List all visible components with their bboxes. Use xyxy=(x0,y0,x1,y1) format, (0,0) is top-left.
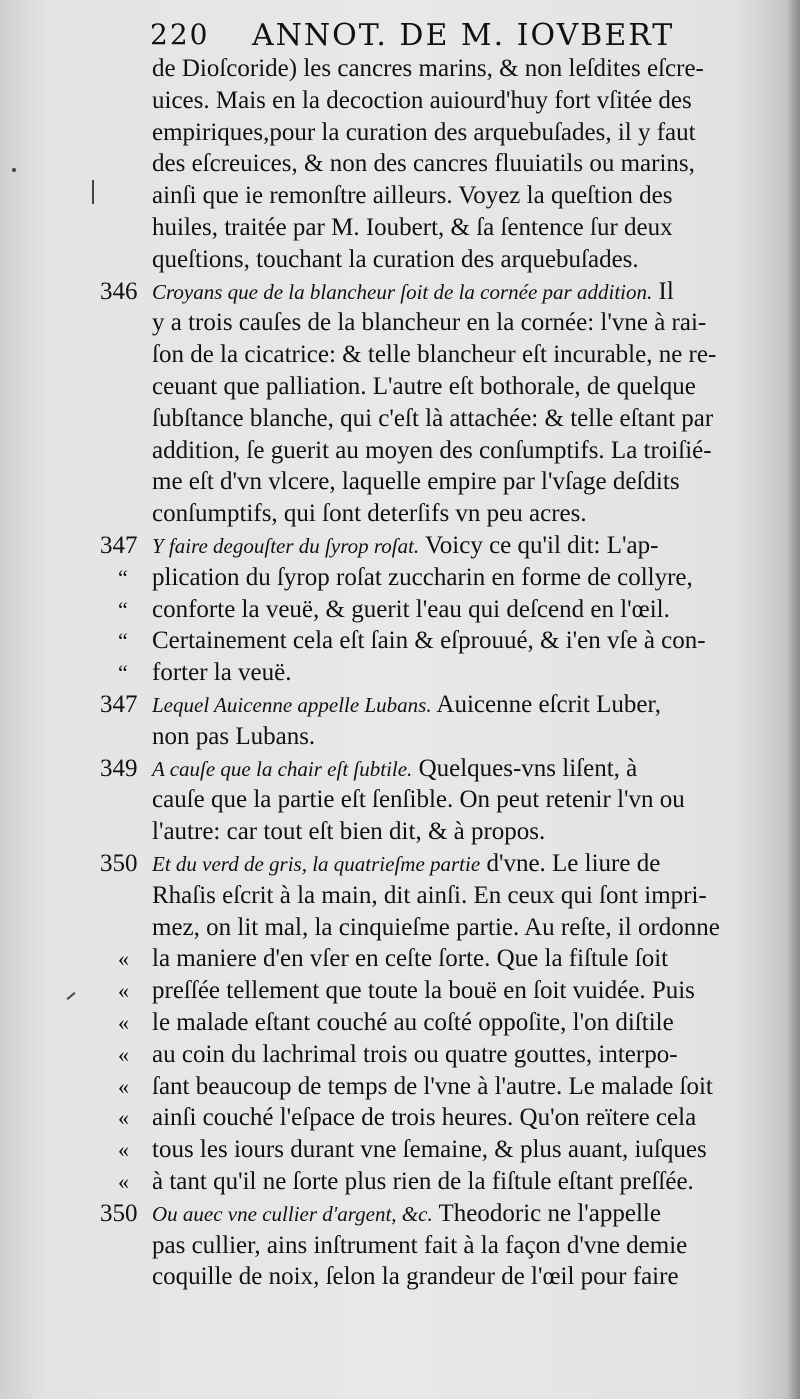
running-title: ANNOT. DE M. IOVBERT xyxy=(252,18,675,53)
annotation-number: 349 xyxy=(100,754,138,782)
text-line xyxy=(152,1038,788,1072)
line-text: coquille de noix, ſelon la grandeur de l'œil pour faire xyxy=(152,1263,679,1291)
text-line xyxy=(152,879,788,913)
text-line xyxy=(152,116,788,150)
line-text: des eſcreuices, & non des cancres fluuiatils ou marins, xyxy=(152,150,695,178)
quotation-mark: « xyxy=(118,1010,129,1035)
page-number: 220 xyxy=(150,18,210,51)
line-text: ſon de la cicatrice: & telle blancheur eſt incurable, ne re- xyxy=(152,341,717,369)
annotation-number: 347 xyxy=(100,691,138,718)
text-line xyxy=(152,624,788,658)
annotation-number: 347 xyxy=(100,532,138,559)
line-text: non pas Lubans. xyxy=(152,722,316,750)
lemma-italic: Croyans que de la blancheur ſoit de la cornée par addition. xyxy=(152,279,653,304)
text-line xyxy=(152,179,788,213)
text-line xyxy=(152,815,788,849)
quotation-mark: « xyxy=(118,1105,129,1131)
text-line xyxy=(152,783,788,817)
margin-stroke xyxy=(67,992,76,1000)
lemma-italic: Ou auec vne cullier d'argent, &c. xyxy=(152,1201,433,1226)
text-line xyxy=(152,370,788,404)
quotation-mark: « xyxy=(118,1169,129,1194)
line-text: le malade eſtant couché au coſté oppoſite, l'on diſtile xyxy=(152,1009,674,1036)
line-text: tous les iours durant vne ſemaine, & plus auant, iuſques xyxy=(152,1136,707,1164)
quotation-mark: « xyxy=(118,1073,129,1099)
text-line xyxy=(152,1101,788,1135)
quotation-mark: « xyxy=(118,978,129,1004)
text-line xyxy=(152,974,788,1008)
line-text: la maniere d'en vſer en ceſte ſorte. Que la fiſtule ſoit xyxy=(152,945,669,973)
lemma-italic: A cauſe que la chair eſt ſubtile. xyxy=(152,756,413,781)
line-text: preſſée tellement que toute la bouë en ſoit vuidée. Puis xyxy=(152,977,695,1005)
line-text: addition, ſe guerit au moyen des conſumptifs. La troiſié- xyxy=(152,436,712,464)
line-text: Rhaſis eſcrit à la main, dit ainſi. En ceux qui ſont impri- xyxy=(152,881,707,909)
text-line xyxy=(152,561,788,595)
annotation-number: 350 xyxy=(100,1199,138,1227)
quotation-mark: “ xyxy=(118,628,128,654)
line-text: pas cullier, ains inſtrument fait à la façon d'vne demie xyxy=(152,1231,688,1259)
text-line xyxy=(152,752,788,786)
lemma-italic: Y faire degouſter du ſyrop roſat. xyxy=(152,534,420,558)
line-text: Theodoric ne l'appelle xyxy=(432,1199,661,1227)
lemma-italic: Et du verd de gris, la quatrieſme partie xyxy=(152,852,481,876)
line-text: Certainement cela eſt ſain & eſprouué, & i'en vſe à con- xyxy=(152,627,706,655)
text-line xyxy=(152,52,788,86)
text-line xyxy=(152,243,788,277)
text-line xyxy=(152,306,788,340)
page-edge-shadow xyxy=(786,0,800,1399)
margin-stroke xyxy=(92,180,94,204)
text-line xyxy=(152,147,788,181)
line-text: me eſt d'vn vlcere, laquelle empire par l'vſage deſdits xyxy=(152,468,680,496)
line-text: y a trois cauſes de la blancheur en la cornée: l'vne à rai- xyxy=(152,309,707,337)
text-line xyxy=(152,434,788,468)
text-line xyxy=(152,942,788,976)
text-line xyxy=(152,847,788,881)
line-text: ſant beaucoup de temps de l'vne à l'autre. Le malade ſoit xyxy=(152,1072,713,1100)
line-text: conforte la veuë, & guerit l'eau qui deſcend en l'œil. xyxy=(152,595,670,623)
text-line xyxy=(152,911,788,945)
line-text: Il xyxy=(652,277,674,305)
text-line xyxy=(152,497,788,531)
text-line xyxy=(152,275,788,309)
line-text: mez, on lit mal, la cinquieſme partie. Au reſte, il ordonne xyxy=(152,913,720,941)
text-line xyxy=(152,1006,788,1040)
annotation-number: 346 xyxy=(100,277,138,305)
line-text: plication du ſyrop roſat zuccharin en forme de collyre, xyxy=(152,563,693,591)
text-line xyxy=(152,593,788,627)
quotation-mark: “ xyxy=(118,660,128,686)
line-text: ainſi que ie remonſtre ailleurs. Voyez la queſtion des xyxy=(152,182,673,210)
text-line xyxy=(152,1260,788,1294)
text-line xyxy=(152,529,788,563)
text-line xyxy=(152,84,788,118)
quotation-mark: « xyxy=(118,1041,129,1067)
line-text: ainſi couché l'eſpace de trois heures. Qu'on reïtere cela xyxy=(152,1104,697,1132)
quotation-mark: « xyxy=(118,1137,129,1163)
text-line xyxy=(152,1133,788,1167)
quotation-mark: « xyxy=(118,946,129,972)
text-line xyxy=(152,688,788,722)
line-text: Quelques-vns liſent, à xyxy=(412,754,638,782)
line-text: ſubſtance blanche, qui c'eſt là attachée: & telle eſtant par xyxy=(152,404,714,432)
annotation-number: 350 xyxy=(100,850,138,877)
text-line xyxy=(152,656,788,690)
line-text: conſumptifs, qui ſont deterſifs vn peu acres. xyxy=(152,500,587,528)
line-text: d'vne. Le liure de xyxy=(480,850,661,877)
line-text: ceuant que palliation. L'autre eſt bothorale, de quelque xyxy=(152,373,696,400)
line-text: Auicenne eſcrit Luber, xyxy=(431,691,662,718)
line-text: forter la veuë. xyxy=(152,659,292,687)
line-text: de Dioſcoride) les cancres marins, & non leſdites eſcre- xyxy=(152,55,704,82)
text-line xyxy=(152,1229,788,1263)
text-line xyxy=(152,338,788,372)
text-line xyxy=(152,1165,788,1199)
text-line xyxy=(152,402,788,436)
line-text: empiriques,pour la curation des arquebuſades, il y faut xyxy=(152,118,696,146)
lemma-italic: Lequel Auicenne appelle Lubans. xyxy=(152,693,432,717)
line-text: cauſe que la partie eſt ſenſible. On peut retenir l'vn ou xyxy=(152,786,685,814)
text-line xyxy=(152,1070,788,1104)
quotation-mark: “ xyxy=(118,564,128,590)
line-text: l'autre: car tout eſt bien dit, & à propos. xyxy=(152,818,546,846)
line-text: à tant qu'il ne ſorte plus rien de la fiſtule eſtant preſſée. xyxy=(152,1168,694,1195)
line-text: au coin du lachrimal trois ou quatre gouttes, interpo- xyxy=(152,1040,678,1068)
margin-speck xyxy=(12,168,16,172)
text-line xyxy=(152,465,788,499)
line-text: queſtions, touchant la curation des arquebuſades. xyxy=(152,245,639,273)
line-text: huiles, traitée par M. Ioubert, & ſa ſentence ſur deux xyxy=(152,214,673,241)
text-line xyxy=(152,1197,788,1231)
line-text: Voicy ce qu'il dit: L'ap- xyxy=(419,532,659,559)
line-text: uices. Mais en la decoction auiourd'huy fort vſitée des xyxy=(152,86,692,114)
text-line xyxy=(152,720,788,754)
text-line xyxy=(152,211,788,245)
quotation-mark: “ xyxy=(118,596,128,622)
